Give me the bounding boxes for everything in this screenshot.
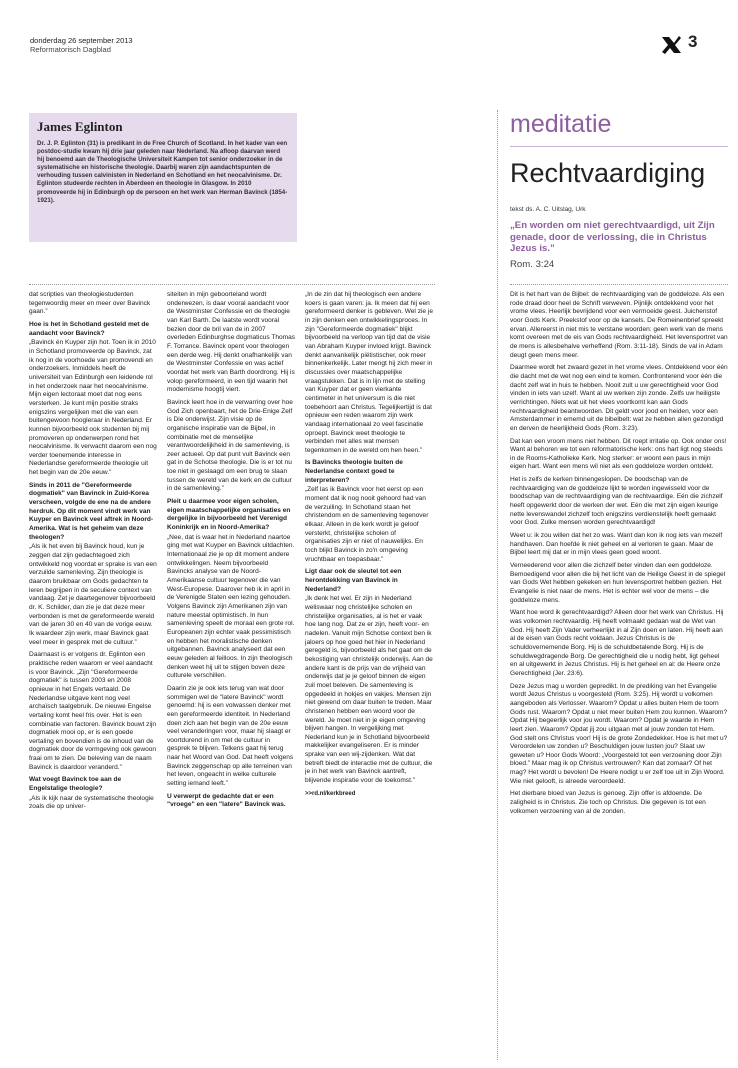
paragraph: Daarnaast is er volgens dr. Eglinton een praktische reden waarom er veel aandacht is voor Bavinck. „Zijn "Gereformeerde dogmatiek" is tussen 2003 en 2008 opnieuw in het Engels vertaald. De Nederlandse uitgave kent nog veel archaïsch taalgebruik. De nieuwe Engelse vertaling komt heel fris over. Het is een combinatie van factoren. Bavinck bouwt zijn dogmatiek mooi op, er is een goede vertaling en bovendien is de inhoud van de dogmatiek door de vormgeving ook gewoon fraai om te zien. De beleving van de naam Bavinck is daardoor veranderd.”: [29, 651, 157, 771]
paragraph: dat scripties van theologiestudenten tegenwoordig meer en meer over Bavinck gaan.”: [29, 291, 151, 316]
meditation-verse-ref: Rom. 3:24: [510, 259, 555, 270]
divider-line: [29, 284, 435, 285]
paragraph: Dat kan een vroom mens niet hebben. Dit roept irritatie op. Ook onder ons! Want al behoren we tot een reformatorische kerk: ons hart ligt nog steeds in de Rooms-Katholieke Kerk. Nog sterker: er woont een paus in mijn eigen hart. Want een mens wil niet als een goddeloze worden ontdekt.: [510, 437, 727, 471]
meditation-byline: tekst ds. A. C. Uitslag, Urk: [510, 206, 586, 213]
paragraph: „Nee, dat is waar het in Nederland naartoe ging met wat Kuyper en Bavinck uitdachten. Internationaal zie je op dit moment andere ontwikkelingen. Neem bijvoorbeeld Bavincks analyse van de Noord-Amerikaanse cultuur tegenover die van West-Europese. Daarover heb ik in april in de Verenigde Staten een lezing gehouden. Volgens Bavinck zijn Amerikanen zijn van nature meestal optimistisch. In hun samenleving speelt de moraal een grote rol. Europeanen zijn echter vaak pessimistisch en hebben het moralistische denken uitgebannen. Bavinck analyseert dat een eeuw geleden al feilloos. In zijn theologisch denken weet hij uit te stijgen boven deze culturele verschillen.: [167, 533, 295, 680]
interview-question: Ligt daar ook de sleutel tot een herontdekking van Bavinck in Nederland?: [305, 568, 402, 593]
section-label-meditatie: meditatie: [510, 110, 612, 138]
paragraph: Bavinck leert hoe in de verwarring over hoe God Zich openbaart, het de Drie-Enige Zelf is Die onderwijst. Zijn visie op de organische inspiratie van de Bijbel, in combinatie met de menselijke verantwoordelijkheid in de samenleving, is zeer actueel. Op dat punt vult Bavinck een gat in de Schotse theologie. Die is er tot nu toe niet in geslaagd om een brug te slaan tussen de wereld van de kerk en de cultuur in de samenleving.”: [167, 398, 293, 493]
bio-box: [29, 113, 297, 242]
paragraph: „Zelf las ik Bavinck voor het eerst op een moment dat ik nog nooit gehoord had van de verzuiling. In Schotland staan het christendom en de samenleving tegenover elkaar. Alleen in de kerk wordt je geloof versterkt, christelijke scholen of organisaties zijn er niet of nauwelijks. En toch blijkt Bavinck in zo'n omgeving vruchtbaar en toepasbaar.”: [305, 486, 429, 563]
page-header-dateline: [30, 36, 133, 54]
paragraph: Daarin zie je ook iets terug van wat door sommigen wel de "latere Bavinck" wordt genoemd: hij is een volwassen denker met een gereformeerde identiteit. In Nederland doen zich aan het begin van de 20e eeuw veel veranderingen voor, maar hij slaagt er voortdurend in om met de cultuur in gesprek te blijven. Telkens gaat hij terug naar het Woord van God. Dat heeft volgens Bavinck zeggenschap op alle terreinen van het leven, ongeacht in welke culturele setting iemand leeft.”: [167, 684, 294, 788]
web-link: >>rd.nl/kerkbreed: [305, 790, 356, 797]
interview-question: Sinds in 2011 de "Gereformeerde dogmatiek" van Bavinck in Zuid-Korea verscheen, volgde de ene na de andere herdruk. Op dit moment vindt werk van Kuyper en Bavinck veel aftrek in Noord-Amerika. Wat is het geheim van deze theologen?: [29, 481, 154, 541]
interview-question: Pleit u daarmee voor eigen scholen, eigen maatschappelijke organisaties en dergelijke in bijvoorbeeld het Verenigd Koninkrijk en in Noord-Amerika?: [167, 498, 291, 532]
interview-question: Is Bavincks theologie buiten de Nederlandse context goed te interpreteren?: [305, 459, 403, 484]
section-rule: [510, 146, 728, 147]
paragraph: Weet u: ik zou willen dat het zo was. Want dan kon ik nog iets van mezelf handhaven. Dan hoefde ik niet geheel en al verloren te gaan. Maar de Bijbel leert mij dat er in mijn vlees geen goed woont.: [510, 532, 723, 557]
paragraph: „Als ik kijk naar de systematische theologie zoals die op univer-: [29, 794, 154, 811]
bio-name: James Eglinton: [37, 119, 123, 134]
article-column-1: [29, 291, 157, 1061]
meditation-verse: „En worden om niet gerechtvaardigd, uit Zijn genade, door de verlossing, die in Christus Jezus is.”: [510, 220, 715, 254]
meditation-body: [510, 291, 728, 1061]
bio-text: Dr. J. P. Eglinton (31) is predikant in de Free Church of Scotland. In het kader van een postdoc-studie kwam hij drie jaar geleden naar Nederland. Na afloop daarvan werd hij benoemd aan de Theologische Universiteit Kampen tot senior onderzoeker in de systematische en historische theologie. Daarbij waren zijn aandachtspunten de verhouding tussen calvinisten in Nederland en Schotland en het neocalvinisme. Dr. Eglinton studeerde rechten in Aberdeen en theologie in Glasgow. In 2010 promoveerde hij in Edinburgh op de persoon en het werk van Herman Bavinck (1854-1921).: [37, 140, 288, 204]
issue-date: donderdag 26 september 2013: [30, 36, 133, 45]
paragraph: „Ik denk het wel. Er zijn in Nederland weliswaar nog christelijke scholen en christelijke organisaties, al is het er vaak hoe lang nog. Dat ze er zijn, heeft voor- en nadelen. Vanuit mijn Schotse context ben ik jaloers op hoe goed het hier in Nederland geregeld is, bijvoorbeeld als het gaat om de bekostiging van christelijk onderwijs. Aan de andere kant is de prijs van de vrijheid van onderwijs dat je je geloof binnen de eigen zuil moet beleven. De samenleving is opgedeeld in hokjes en vakjes. Mensen zijn niet gewend om daar buiten te treden. Maar christenen hebben een woord voor de wereld. Je moet niet in je eigen omgeving blijven hangen. In vergelijking met Nederland kun je in Schotland bijvoorbeeld makkelijker evangeliseren. Er is minder sprake van een wij-zijdenken. Wat dat betreft biedt de interactie met de cultuur, die je in het werk van Bavinck aantreft, blijvende inspiratie voor de toekomst.”: [305, 595, 433, 785]
paragraph: Verneederend voor allen die zichzelf beter vinden dan een goddeloze. Bemoedigend voor allen die bij het licht van de Heilige Geest in de spiegel van Gods Wet hebben gekeken en hun levensportret hebben gezien. Het Evangelie is niet naar de mens. Het is echter wel voor de mens – die goddeloze mens.: [510, 562, 726, 604]
paragraph: Het dierbare bloed van Jezus is genoeg. Zijn offer is afdoende. De zaligheid is in Christus. Zie toch op Christus. Die gegeven is tot een volkomen verzoening van al de zonden.: [510, 790, 706, 815]
paragraph: siteiten in mijn geboorteland wordt onderwezen, is daar vooral aandacht voor de Westminster Confessie en de theologie van Karl Barth. De laatste wordt vooral bezien door de bril van de in 2007 overleden Edinburghse dogmaticus Thomas F. Torrance. Bavinck opent voor theologen een derde weg. Hij denkt onafhankelijk van de Westminster Confessie en was actief voordat het werk van Barth doordrong. Hij is volop gereformeerd, in een tijd waarin het modernisme hoogtij viert.: [167, 291, 295, 394]
paragraph: „In de zin dat hij theologisch een andere koers is gaan varen: ja. Ik meen dat hij een gereformeerd denker is gebleven. Wel zie je in zijn denken een ontwikkelingsproces. In zijn "Gereformeerde dogmatiek" blijkt bijvoorbeeld na verloop van tijd dat de visie van Abraham Kuyper invloed krijgt. Bavinck denkt aanvankelijk piëtistischer, ook meer binnenkerkelijk. Later mengt hij zich meer in discussies over maatschappelijke vraagstukken. Dat is in lijn met de stelling van Kuyper dat er geen vierkante centimeter in het universum is die niet toebehoort aan Christus. Tegelijkertijd is dat opnieuw een reden waarom zijn werk vandaag internationaal zo veel fascinatie oproept. Bavinck weet theologie te verbinden met alles wat mensen tegenkomen in de wereld om hen heen.”: [305, 291, 433, 454]
article-column-2: [167, 291, 295, 1061]
page-number: 3: [688, 32, 698, 51]
interview-question: Hoe is het in Schotland gesteld met de aandacht voor Bavinck?: [29, 320, 150, 337]
paragraph: „Bavinck én Kuyper zijn hot. Toen ik in 2010 in Schotland promoveerde op Bavinck, zat ik nog in de voorhoede van promovendi en onderzoekers. Inmiddels heeft de universiteit van Edinburgh een leidende rol in het onderzoek naar het neocalvinisme. Mijn eigen lectoraat moet dat nog eens versterken. Je kunt mijn positie straks enigszins vergelijken met die van een buitengewoon hoogleraar in Nederland. Er kunnen bijvoorbeeld ook studenten bij mij promoveren op onderwerpen rond het neocalvinisme. Ik verwacht daarom een nog verder toenemende interesse in Nederlandse gereformeerde theologie uit het begin van de 20e eeuw.”: [29, 339, 157, 477]
rd-logo-icon: [660, 33, 682, 55]
paragraph: „Als ik het even bij Bavinck houd, kun je zeggen dat zijn gedachtegoed zich ontwikkeld nog voordat er sprake is van een verzuilde samenleving. Zijn theologie is daarom bruikbaar om Gods gedachten te leren begrijpen in de seculiere context van vandaag. Zet je daartegenover bijvoorbeeld dr. K. Schilder, dan zie je dat deze meer verbonden is met de gereformeerde wereld van de jaren 30 en 40 van de vorige eeuw. Ik waardeer zijn werk, maar Bavinck gaat veel meer in gesprek met de cultuur.”: [29, 543, 157, 646]
paragraph: Het is zelfs de kerken binnengeslopen. De boodschap van de rechtvaardiging van de goddeloze lijkt te worden ingewisseld voor de boodschap van de rechtvaardiging van de rechtvaardige. Eén die zichzelf heeft opgewerkt door de werken der wet. Eén die met zijn eigen keurige nette levenswandel zichzelf toch enigszins verdienstelijk heeft gemaakt voor God. Zulke mensen worden gerechtvaardigd!: [510, 476, 723, 527]
divider-line: [510, 284, 728, 285]
paragraph: Deze Jezus mag u worden gepredikt. In de prediking van het Evangelie wordt Jezus Christus u voorgesteld (Rom. 3:25). Hij wordt u volkomen aangeboden als Verlosser. Waarom? Opdat u alles buiten Hem de toorn Gods rust. Waarom? Opdat u niet meer buiten Hem zou kunnen. Waarom? Opdat Hij begeerlijk voor jou wordt. Waarom? Opdat je waarde in Hem leert zien. Waarom? Opdat jij zou uitgaan met al jouw zonden tot Hem. God stelt ons Christus voor! Hij is de grote Zondedekker. Hoe is het met u? Veroordelen uw zonden u? Beschuldigen jouw lusten jou? Slaat uw geweten u? Hoor Gods Woord: „Voorgesteld tot een verzoening door Zijn bloed.” Maar mag ik op Christus vertrouwen? Kan dat zomaar? Of het mag? Het wordt u bevolen! De Heere nodigt u er zelf toe uit in Zijn Woord. Wie niet gelooft, is alreede veroordeeld.: [510, 682, 728, 785]
newspaper-name: Reformatorisch Dagblad: [30, 45, 111, 54]
paragraph: Daarmee wordt het zwaard gezet in het vrome vlees. Ontdekkend voor één die dacht met de wet nog een eind te komen. Confronterend voor één die dacht zelf wat in huis te hebben. Nooit zult u uw gerechtigheid voor God vinden in iets van uzelf. Want al uw werken zijn zonde. Zelfs uw heiligste verrichtingen. Niets wat uit het vlees voortkomt kan aan Gods rechtvaardigheid beantwoorden. Dit geldt voor jood en heiden, voor een Amsterdammer in ememd uit de bibelbelt: wat ze hebben allen gezondigd en derven de heerlijkheid Gods (Rom. 3:23).: [510, 364, 728, 432]
paragraph: Dit is het hart van de Bijbel: de rechtvaardiging van de goddeloze. Als een rode draad door heel de Schrift verweven. Pijnlijk ontdekkend voor het vrome vlees. Heerlijk bevrijdend voor een vermoeide geest. Juichenstof voor Gods Kerk. Preekstof voor op de kansels. De Romeinenbrief spreekt ervan. Allereerst in niet mis te verstane woorden: geen werk van de mens komt overeen met de eis van Gods rechtvaardigheid. Het levensportret van de mens is allesbehalve verheffend (Rom. 3:11-18). Sinds de val in Adam deugt geen mens meer.: [510, 291, 728, 359]
meditation-title: Rechtvaardiging: [510, 158, 706, 188]
interview-question: U verwerpt de gedachte dat er een "vroege" en een "latere" Bavinck was.: [167, 792, 286, 809]
column-divider: [497, 110, 498, 1060]
paragraph: Want hoe word ik gerechtvaardigd? Alleen door het werk van Christus. Hij was volkomen rechtvaardig. Hij heeft volmaakt gedaan wat de Wet van God. Hij heeft Zijn Vader verheerlijkt in al Zijn doen en laten. Hij heeft aan al de eisen van Gods recht voldaan. Jezus Christus is de schuldovernemende Borg. Hij is de schuldbetalende Borg. Hij is de schuldwegdragende Borg. De gerechtigheid die u nodig hebt, ligt geheel en al uitgewerkt in Jezus Christus. Hij is het geheel en al: de Heere onze Gerechtigheid (Jer. 23:6).: [510, 609, 724, 677]
article-column-3: [305, 291, 433, 1061]
interview-question: Wat voegt Bavinck toe aan de Engelstalige theologie?: [29, 776, 122, 793]
